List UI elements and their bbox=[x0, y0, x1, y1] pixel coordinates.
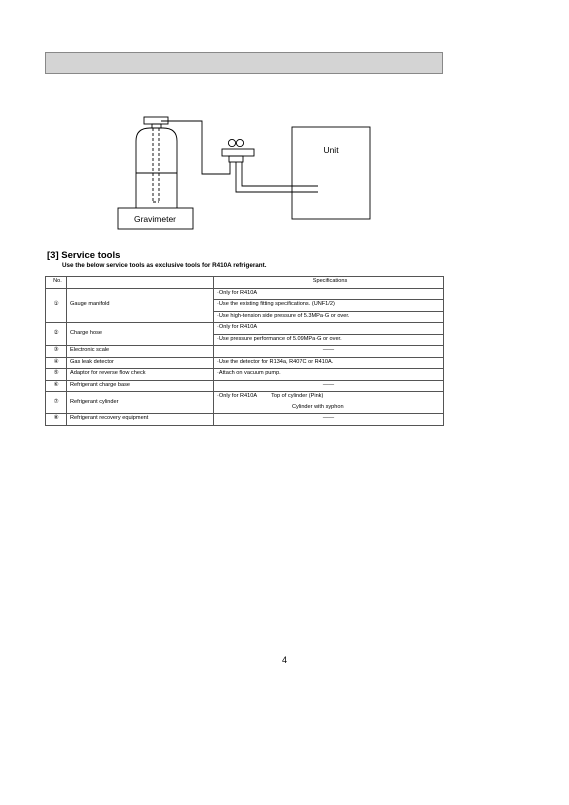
charging-diagram bbox=[0, 0, 569, 240]
header-specifications: Specifications bbox=[214, 277, 444, 289]
section-title: [3] Service tools bbox=[47, 250, 121, 261]
row-spec: ·Only for R410A bbox=[214, 323, 444, 335]
table-row bbox=[46, 357, 444, 369]
header-tool bbox=[67, 277, 214, 289]
table-row bbox=[46, 346, 444, 358]
service-tools-table bbox=[45, 276, 444, 426]
row-no: ⑤ bbox=[46, 369, 67, 381]
table-row bbox=[46, 380, 444, 392]
table-row bbox=[46, 369, 444, 381]
row-tool: Gauge manifold bbox=[67, 288, 214, 323]
row-spec: —— bbox=[214, 346, 444, 358]
row-no: ⑥ bbox=[46, 380, 67, 392]
row-spec: —— bbox=[214, 414, 444, 426]
row-tool: Electronic scale bbox=[67, 346, 214, 358]
row-spec: ·Use high-tension side pressure of 5.3MPa·G or over. bbox=[214, 311, 444, 323]
row-spec: ·Only for R410A bbox=[214, 288, 444, 300]
row-spec: Cylinder with syphon bbox=[214, 403, 444, 414]
row-tool: Refrigerant charge base bbox=[67, 380, 214, 392]
gauge-manifold bbox=[222, 149, 254, 156]
unit-label: Unit bbox=[323, 145, 339, 155]
row-tool: Adaptor for reverse flow check bbox=[67, 369, 214, 381]
row-spec bbox=[214, 392, 444, 403]
row-no: ③ bbox=[46, 346, 67, 358]
row-spec: ·Use the detector for R134a, R407C or R410A. bbox=[214, 357, 444, 369]
row-no: ② bbox=[46, 323, 67, 346]
row-spec: —— bbox=[214, 380, 444, 392]
page-number: 4 bbox=[281, 655, 287, 665]
row-tool: Refrigerant recovery equipment bbox=[67, 414, 214, 426]
cylinder-cap bbox=[144, 117, 168, 124]
table-row bbox=[46, 323, 444, 335]
row-no: ⑦ bbox=[46, 392, 67, 414]
row-tool: Charge hose bbox=[67, 323, 214, 346]
table-header-row bbox=[46, 277, 444, 289]
table-row bbox=[46, 392, 444, 403]
section-subtitle: Use the below service tools as exclusive tools for R410A refrigerant. bbox=[62, 262, 267, 269]
spec-right: Top of cylinder (Pink) bbox=[271, 393, 324, 400]
gauge-right bbox=[236, 139, 243, 146]
row-no: ④ bbox=[46, 357, 67, 369]
table-row bbox=[46, 288, 444, 300]
row-tool: Gas leak detector bbox=[67, 357, 214, 369]
row-spec: ·Use pressure performance of 5.09MPa·G or over. bbox=[214, 334, 444, 346]
header-no: No. bbox=[46, 277, 67, 289]
row-tool: Refrigerant cylinder bbox=[67, 392, 214, 414]
cylinder-body bbox=[136, 128, 177, 208]
spec-main: ·Only for R410A bbox=[217, 393, 258, 400]
table-row bbox=[46, 414, 444, 426]
row-spec: ·Use the existing fitting specifications. (UNF1/2) bbox=[214, 300, 444, 312]
unit-box bbox=[292, 127, 370, 219]
gravimeter-label: Gravimeter bbox=[133, 214, 177, 224]
gauge-left bbox=[228, 139, 235, 146]
row-no: ① bbox=[46, 288, 67, 323]
charge-hose bbox=[161, 121, 230, 174]
row-no: ⑧ bbox=[46, 414, 67, 426]
cylinder-neck bbox=[152, 124, 161, 128]
row-spec: ·Attach on vacuum pump. bbox=[214, 369, 444, 381]
